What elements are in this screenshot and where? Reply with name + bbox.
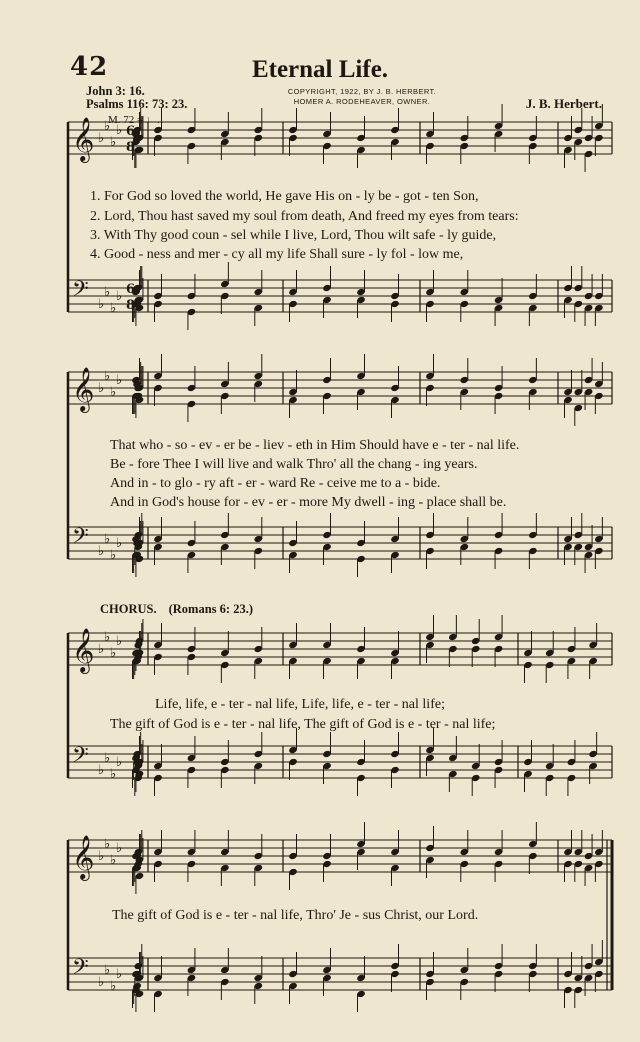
chorus-title: CHORUS.	[100, 602, 157, 616]
key-flat: ♭	[98, 544, 105, 559]
time-signature-top: 6	[126, 282, 136, 297]
tempo-marking: M. 72 = ♩.	[108, 114, 160, 126]
key-flat: ♭	[110, 135, 117, 150]
bass-clef: 𝄢	[72, 277, 89, 307]
key-flat: ♭	[104, 119, 111, 134]
time-signature-bottom: 8	[126, 298, 136, 313]
verse-4-line-2: And in God's house for - ev - er - more My dwell - ing - place shall be.	[110, 495, 507, 510]
hymn-number: 42	[70, 52, 109, 82]
verse-2-line-2: Be - fore Thee I will live and walk Thro' all the chang - ing years.	[110, 457, 478, 472]
key-flat: ♭	[104, 837, 111, 852]
verse-4-line-1: 4. Good - ness and mer - cy all my life Shall sure - ly fol - low me,	[90, 247, 464, 262]
copyright-line-2: HOMER A. RODEHEAVER, OWNER.	[293, 97, 431, 106]
time-signature-bottom: 8	[126, 140, 136, 155]
key-flat: ♭	[104, 751, 111, 766]
copyright-line-1: COPYRIGHT, 1922, BY J. B. HERBERT.	[287, 87, 437, 96]
treble-clef: 𝄞	[72, 367, 95, 411]
verse-2-line-1: 2. Lord, Thou hast saved my soul from death, And freed my eyes from tears:	[90, 209, 519, 224]
key-flat: ♭	[98, 297, 105, 312]
scripture-ref-2: Psalms 116: 73: 23.	[86, 97, 188, 111]
scripture-ref-1: John 3: 16.	[86, 84, 145, 98]
key-flat: ♭	[110, 385, 117, 400]
chorus-label	[100, 602, 253, 617]
key-flat: ♭	[98, 381, 105, 396]
hymn-title: Eternal Life.	[251, 56, 389, 83]
key-flat: ♭	[116, 536, 123, 551]
composer-credit: J. B. Herbert.	[525, 96, 602, 111]
bass-clef: 𝄢	[72, 955, 89, 985]
key-flat: ♭	[116, 967, 123, 982]
key-flat: ♭	[110, 853, 117, 868]
key-flat: ♭	[104, 285, 111, 300]
key-flat: ♭	[98, 849, 105, 864]
chorus-line-1a: Life, life, e - ter - nal life, Life, life, e - ter - nal life;	[155, 697, 445, 712]
verse-1-line-1: 1. For God so loved the world, He gave His on - ly be - got - ten Son,	[90, 189, 479, 204]
chorus-reference: (Romans 6: 23.)	[168, 602, 253, 616]
key-flat: ♭	[110, 548, 117, 563]
treble-clef: 𝄞	[72, 628, 95, 672]
treble-clef: 𝄞	[72, 117, 95, 161]
key-flat: ♭	[98, 975, 105, 990]
key-flat: ♭	[116, 841, 123, 856]
key-flat: ♭	[116, 755, 123, 770]
key-flat: ♭	[98, 131, 105, 146]
verse-1-line-2: That who - so - ev - er be - liev - eth in Him Should have e - ter - nal life.	[110, 438, 520, 453]
key-flat: ♭	[116, 634, 123, 649]
chorus-line-2: The gift of God is e - ter - nal life, Thro' Je - sus Christ, our Lord.	[112, 908, 479, 923]
key-flat: ♭	[110, 301, 117, 316]
key-flat: ♭	[104, 630, 111, 645]
key-flat: ♭	[98, 642, 105, 657]
key-flat: ♭	[110, 646, 117, 661]
verse-3-line-2: And in - to glo - ry aft - er - ward Re - ceive me to a - bide.	[110, 476, 441, 491]
key-flat: ♭	[116, 373, 123, 388]
treble-clef: 𝄞	[72, 835, 95, 879]
key-flat: ♭	[98, 763, 105, 778]
key-flat: ♭	[116, 123, 123, 138]
key-flat: ♭	[110, 979, 117, 994]
time-signature-top: 6	[126, 124, 136, 139]
key-flat: ♭	[104, 369, 111, 384]
verse-3-line-1: 3. With Thy good coun - sel while I live, Lord, Thou wilt safe - ly guide,	[90, 228, 497, 243]
key-flat: ♭	[104, 532, 111, 547]
bass-clef: 𝄢	[72, 743, 89, 773]
bass-clef: 𝄢	[72, 524, 89, 554]
key-flat: ♭	[116, 289, 123, 304]
key-flat: ♭	[110, 767, 117, 782]
key-flat: ♭	[104, 963, 111, 978]
chorus-line-1b: The gift of God is e - ter - nal life, The gift of God is e - ter - nal life;	[110, 717, 496, 732]
